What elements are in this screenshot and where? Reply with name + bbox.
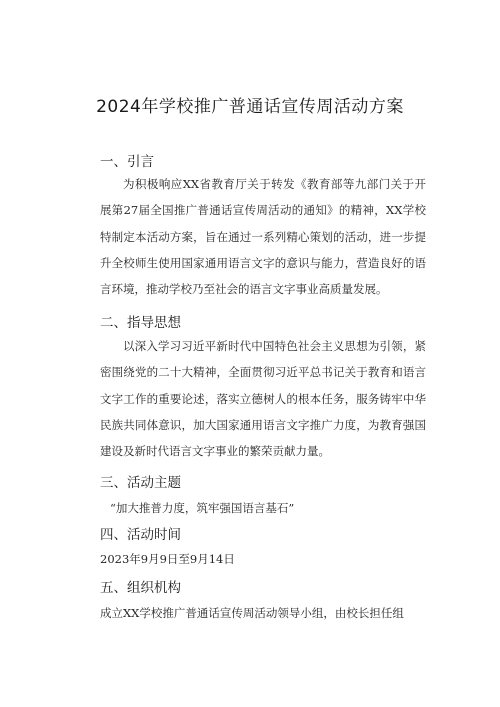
activity-time-text: 2023年9月9日至9月14日 xyxy=(100,552,235,566)
section-heading-time: 四、活动时间 xyxy=(100,527,181,543)
organization-text: 成立XX学校推广普通话宣传周活动领导小组，由校长担任组 xyxy=(100,606,404,620)
section-paragraph-introduction: 为积极响应XX省教育厅关于转发《教育部等九部门关于开展第27届全国推广普通话宣传周活动的通知》的精神，XX学校特制定本活动方案，旨在通过一系列精心策划的活动，进一步提升全校师生使用国家通用语言文字的意识与能力，营造良好的语言环境，推动学校乃至社会的语言文字事业高质量发展。 xyxy=(100,177,426,297)
section-paragraph-guiding-ideology: 以深入学习习近平新时代中国特色社会主义思想为引领，紧密围绕党的二十大精神，全面贯彻习近平总书记关于教育和语言文字工作的重要论述，落实立德树人的根本任务，服务铸牢中华民族共同体意识，加大国家通用语言文字推广力度，为教育强国建设及新时代语言文字事业的繁荣贡献力量。 xyxy=(100,339,426,459)
section-heading-organization: 五、组织机构 xyxy=(100,580,181,596)
document-title: 2024年学校推广普通话宣传周活动方案 xyxy=(96,97,404,117)
section-heading-introduction: 一、引言 xyxy=(100,154,154,170)
section-heading-theme: 三、活动主题 xyxy=(100,475,181,491)
section-heading-guiding-ideology: 二、指导思想 xyxy=(100,315,181,331)
activity-theme-text: “加大推普力度，筑牢强国语言基石” xyxy=(110,501,295,515)
